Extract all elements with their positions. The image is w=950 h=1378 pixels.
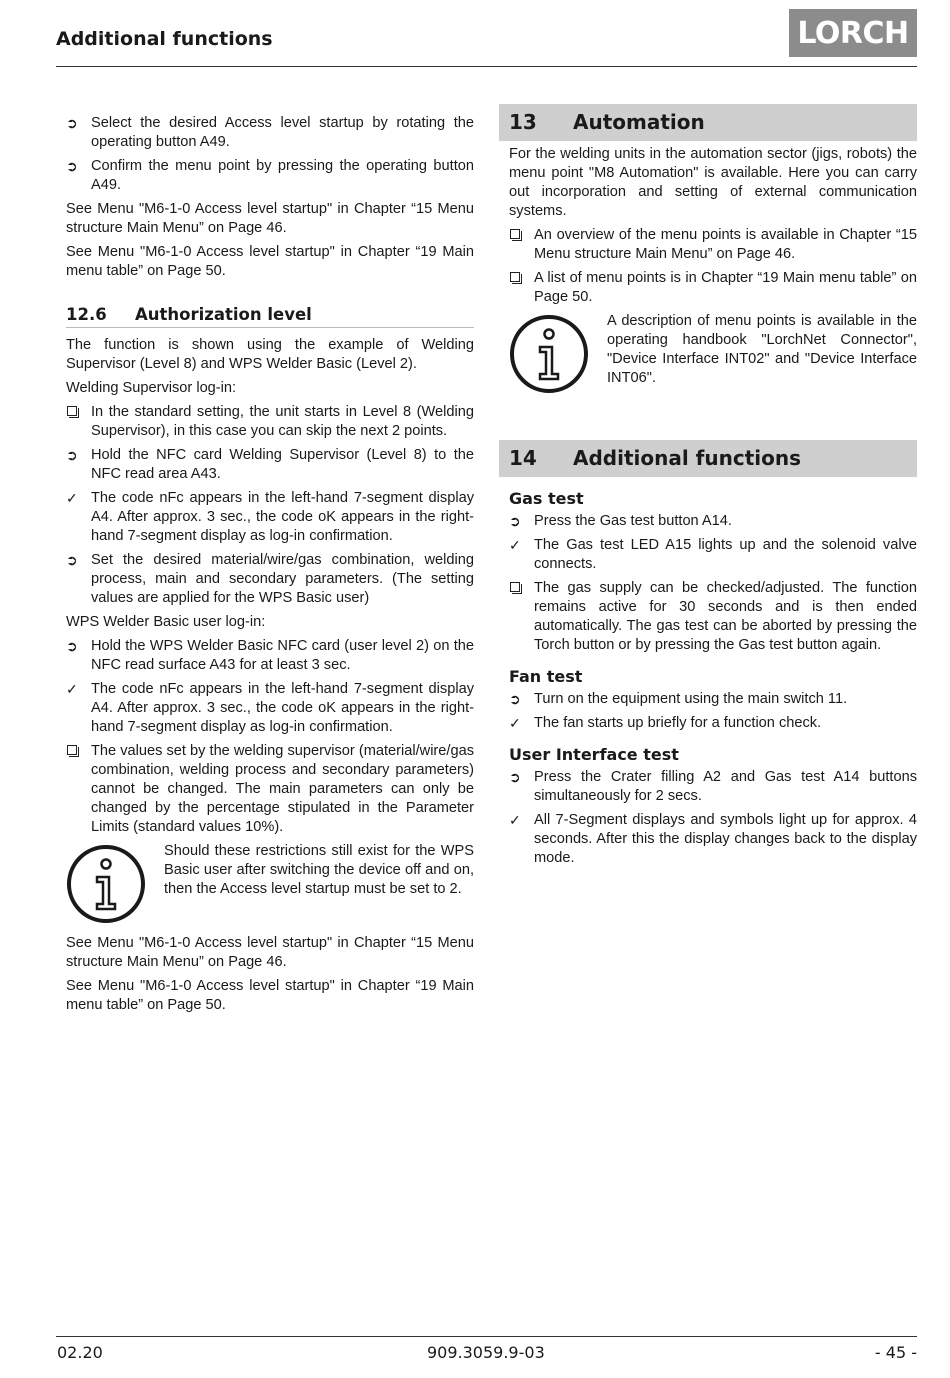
note-text: Should these restrictions still exist for the WPS Basic user after switching the device off and on, then the Access level startup must be set to 2. xyxy=(164,843,474,897)
list-item: In the standard setting, the unit starts in Level 8 (Welding Supervisor), in this case you can skip the next 2 points. xyxy=(66,403,474,441)
checkbox-icon xyxy=(510,229,520,239)
list-item: ✓ The code nFc appears in the left-hand 7-segment display A4. After approx. 3 sec., the code oK appears in the right-hand 7-segment display as log-in confirmation. xyxy=(66,490,474,544)
paragraph-label: Welding Supervisor log-in: xyxy=(66,380,237,396)
chapter-number: 13 xyxy=(509,110,537,134)
cross-reference: See Menu "M6-1-0 Access level startup" in Chapter “15 Menu structure Main Menu” on Page 46. xyxy=(66,201,474,236)
header-divider xyxy=(56,66,917,67)
subsection-title: Gas test xyxy=(509,489,584,508)
checkmark-icon: ✓ xyxy=(509,537,521,553)
checkbox-icon xyxy=(510,582,520,592)
list-item: ✓ All 7-Segment displays and symbols light up for approx. 4 seconds. After this the display changes back to the display mode. xyxy=(509,812,917,866)
arrow-circle-icon: ➲ xyxy=(66,638,78,654)
page-header-title: Additional functions xyxy=(56,28,273,50)
list-item: ➲ Set the desired material/wire/gas combination, welding process, main and secondary parameters. (The setting values are applied for the WPS Basic user) xyxy=(66,552,474,606)
list-item: ➲ Confirm the menu point by pressing the operating button A49. xyxy=(66,158,474,193)
footer-date: 02.20 xyxy=(57,1343,103,1362)
paragraph: The function is shown using the example of Welding Supervisor (Level 8) and WPS Welder Basic (Level 2). xyxy=(66,337,474,372)
info-icon xyxy=(509,314,589,394)
arrow-circle-icon: ➲ xyxy=(66,447,78,463)
section-title: Authorization level xyxy=(135,305,312,324)
footer-page-number: - 45 - xyxy=(874,1343,917,1362)
section-number: 12.6 xyxy=(66,305,107,324)
paragraph-label: WPS Welder Basic user log-in: xyxy=(66,614,266,630)
arrow-circle-icon: ➲ xyxy=(509,513,521,529)
list-item: An overview of the menu points is available in Chapter “15 Menu structure Main Menu” on Page 46. xyxy=(509,226,917,264)
checkmark-icon: ✓ xyxy=(509,715,521,731)
chapter-heading xyxy=(499,440,917,477)
list-item: ➲ Select the desired Access level startup by rotating the operating button A49. xyxy=(66,115,474,150)
chapter-number: 14 xyxy=(509,446,537,470)
list-item: The values set by the welding supervisor (material/wire/gas combination, welding process and secondary parameters) cannot be changed. The main parameters can only be changed by the percentage stipulated in the Parameter Limits (standard values 10%). xyxy=(66,742,474,837)
cross-reference: See Menu "M6-1-0 Access level startup" in Chapter “15 Menu structure Main Menu” on Page 46. xyxy=(66,935,474,970)
info-icon xyxy=(66,844,146,924)
checkbox-icon xyxy=(67,745,77,755)
list-item: ➲ Turn on the equipment using the main switch 11. xyxy=(509,691,848,707)
subsection-title: User Interface test xyxy=(509,745,679,764)
arrow-circle-icon: ➲ xyxy=(509,691,521,707)
list-item: ➲ Press the Gas test button A14. xyxy=(509,513,732,529)
arrow-circle-icon: ➲ xyxy=(66,115,78,131)
chapter-title: Automation xyxy=(573,110,705,134)
arrow-circle-icon: ➲ xyxy=(66,158,78,174)
cross-reference: See Menu "M6-1-0 Access level startup" in Chapter “19 Main menu table” on Page 50. xyxy=(66,244,474,279)
lorch-logo: LORCH xyxy=(789,9,917,57)
paragraph: For the welding units in the automation sector (jigs, robots) the menu point "M8 Automation" is available. Here you can carry out incorporation and setting of external communication systems. xyxy=(509,146,917,219)
info-note xyxy=(66,842,474,924)
arrow-circle-icon: ➲ xyxy=(66,552,78,568)
footer-divider xyxy=(56,1336,917,1337)
info-note xyxy=(509,312,917,394)
left-column xyxy=(66,114,474,1020)
list-item: ➲ Press the Crater filling A2 and Gas test A14 buttons simultaneously for 2 secs. xyxy=(509,769,917,804)
list-item: ➲ Hold the WPS Welder Basic NFC card (user level 2) on the NFC read surface A43 for at least 3 sec. xyxy=(66,638,474,673)
right-column xyxy=(499,104,917,873)
arrow-circle-icon: ➲ xyxy=(509,769,521,785)
checkmark-icon: ✓ xyxy=(66,681,78,697)
subsection-title: Fan test xyxy=(509,667,583,686)
section-heading xyxy=(66,305,474,328)
list-item: ✓ The fan starts up briefly for a function check. xyxy=(509,715,822,731)
list-item: A list of menu points is in Chapter “19 Main menu table” on Page 50. xyxy=(509,269,917,307)
list-item: ✓ The code nFc appears in the left-hand 7-segment display A4. After approx. 3 sec., the code oK appears in the right-hand 7-segment display as log-in confirmation. xyxy=(66,681,474,735)
list-item: ✓ The Gas test LED A15 lights up and the solenoid valve connects. xyxy=(509,537,917,572)
note-text: A description of menu points is available in the operating handbook "LorchNet Connector", "Device Interface INT02" and "Device Interface INT06". xyxy=(607,313,917,386)
cross-reference: See Menu "M6-1-0 Access level startup" in Chapter “19 Main menu table” on Page 50. xyxy=(66,978,474,1013)
list-item: The gas supply can be checked/adjusted. The function remains active for 30 seconds and is then ended automatically. The gas test can be aborted by pressing the Torch button or by pressing the Gas test button again. xyxy=(509,579,917,655)
checkbox-icon xyxy=(510,272,520,282)
checkmark-icon: ✓ xyxy=(66,490,78,506)
list-item: ➲ Hold the NFC card Welding Supervisor (Level 8) to the NFC read area A43. xyxy=(66,447,474,482)
checkmark-icon: ✓ xyxy=(509,812,521,828)
chapter-heading xyxy=(499,104,917,141)
footer-doc-number: 909.3059.9-03 xyxy=(427,1343,545,1362)
chapter-title: Additional functions xyxy=(573,446,802,470)
checkbox-icon xyxy=(67,406,77,416)
